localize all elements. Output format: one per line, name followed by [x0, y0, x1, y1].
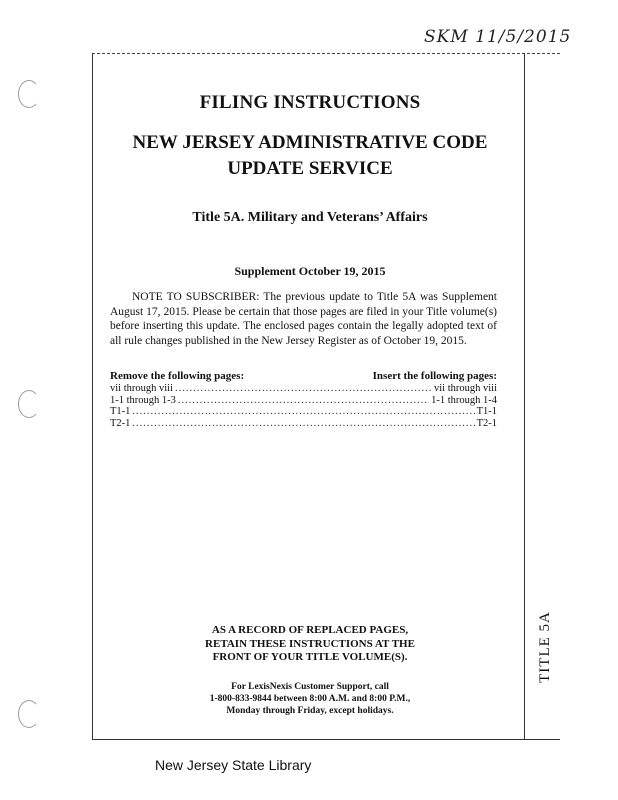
leader-dots [175, 383, 432, 395]
remove-pages: T1-1 [110, 406, 131, 417]
handwritten-note: SKM 11/5/2015 [424, 27, 572, 47]
punch-hole-top [18, 80, 40, 108]
spine-label: TITLE 5A [537, 611, 553, 683]
pages-table [110, 370, 497, 429]
punch-hole-bottom [18, 700, 40, 728]
insert-pages: vii through viii [434, 383, 497, 394]
retain-instructions [110, 624, 510, 665]
leader-dots [132, 406, 474, 418]
supplement-date: Supplement October 19, 2015 [234, 264, 386, 278]
page-title: FILING INSTRUCTIONS [199, 92, 421, 113]
library-stamp: New Jersey State Library [155, 757, 312, 773]
frame-left-line [92, 53, 93, 739]
spine-tab [530, 597, 560, 697]
support-line: 1-800-833-9844 between 8:00 A.M. and 8:00 P.M., [209, 694, 411, 704]
table-row [110, 383, 497, 395]
retain-line: RETAIN THESE INSTRUCTIONS AT THE [205, 637, 415, 650]
frame-top-line [92, 53, 560, 54]
remove-header: Remove the following pages: [110, 370, 245, 382]
leader-dots [178, 395, 429, 407]
subtitle-line: UPDATE SERVICE [227, 158, 393, 179]
table-row [110, 418, 497, 430]
insert-pages: 1-1 through 1-4 [431, 394, 497, 406]
frame-bottom-line [92, 739, 560, 740]
pages-table-header [110, 370, 497, 382]
insert-pages: T2-1 [476, 417, 497, 429]
table-row [110, 406, 497, 418]
insert-pages: T1-1 [476, 406, 497, 417]
retain-line: FRONT OF YOUR TITLE VOLUME(S). [212, 651, 408, 663]
retain-line: AS A RECORD OF REPLACED PAGES, [211, 624, 409, 636]
customer-support [110, 681, 510, 717]
insert-header: Insert the following pages: [372, 370, 497, 382]
page-subtitle [110, 130, 510, 182]
leader-dots [132, 418, 474, 430]
title-heading: Title 5A. Military and Veterans’ Affairs [192, 210, 428, 225]
remove-pages: 1-1 through 1-3 [110, 394, 176, 406]
frame-right-line [524, 53, 525, 739]
remove-pages: vii through viii [110, 383, 173, 394]
subtitle-line: NEW JERSEY ADMINISTRATIVE CODE [132, 132, 488, 153]
subscriber-note: NOTE TO SUBSCRIBER: The previous update to Title 5A was Supplement August 17, 2015. Please be certain that those pages are filed in your Title volume(s) before inserting this update. The enclosed pages contain the legally adopted text of all rule changes published in the New Jersey Register as of October 19, 2015. [110, 291, 497, 347]
table-row [110, 395, 497, 407]
punch-hole-middle [18, 390, 40, 418]
support-line: Monday through Friday, except holidays. [226, 706, 394, 716]
remove-pages: T2-1 [110, 417, 131, 429]
support-line: For LexisNexis Customer Support, call [231, 682, 389, 692]
